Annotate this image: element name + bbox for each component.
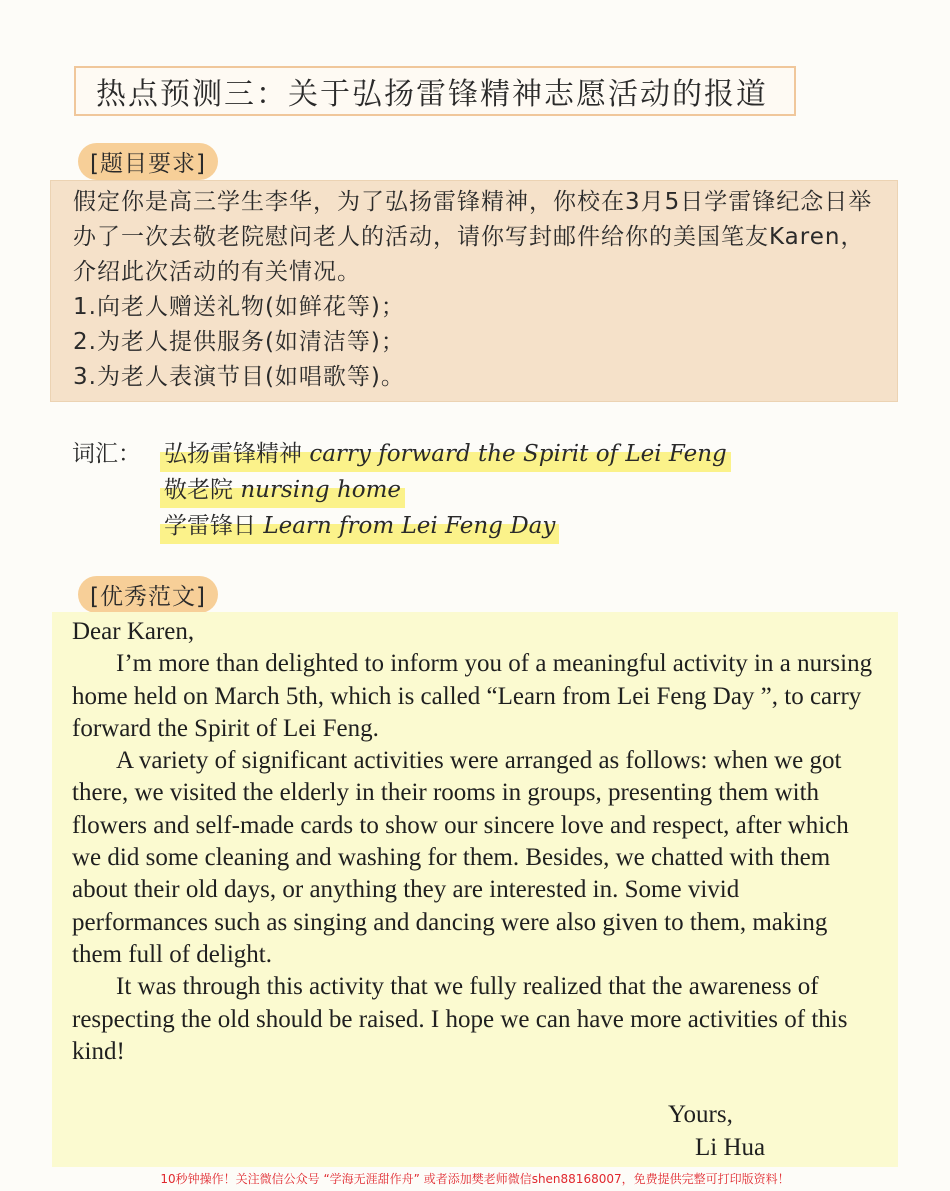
requirement-line: 1.向老人赠送礼物(如鲜花等)； xyxy=(73,294,405,320)
model-essay-box xyxy=(52,612,898,1167)
essay-greeting: Dear Karen, xyxy=(72,618,195,645)
essay-paragraph: I’m more than delighted to inform you of a meaningful activity in a nursing home held on March 5th, which is called “Learn from Lei Feng Day ”, to carry forward the Spirit of Lei Feng. xyxy=(72,650,873,742)
vocab-row xyxy=(72,472,731,508)
requirement-line: 2.为老人提供服务(如清洁等)； xyxy=(73,329,405,355)
requirement-tag: [题目要求] xyxy=(78,143,218,180)
vocab-en: Learn from Lei Feng Day xyxy=(263,513,556,539)
vocab-cn: 学雷锋日 xyxy=(164,513,256,539)
essay-paragraph: A variety of significant activities were arranged as follows: when we got there, we visited the elderly in their rooms in groups, presenting them with flowers and self-made cards to show our sincere love and respect, after which we did some cleaning and washing for them. Besides, we chatted with them about their old days, or anything they are interested in. Some vivid performances such as singing and dancing were also given to them, making them full of delight. xyxy=(72,747,849,968)
requirement-box xyxy=(50,180,898,402)
essay-signoff xyxy=(668,1098,765,1164)
vocab-label: 词汇： xyxy=(72,441,141,467)
vocab-item xyxy=(160,436,731,472)
vocab-en: nursing home xyxy=(240,477,402,503)
page-title-text: 热点预测三：关于弘扬雷锋精神志愿活动的报道 xyxy=(96,77,768,112)
model-essay-tag: [优秀范文] xyxy=(78,576,218,613)
vocabulary-section xyxy=(72,436,731,544)
vocab-row xyxy=(72,436,731,472)
essay-signature: Li Hua xyxy=(695,1134,766,1161)
requirement-line: 3.为老人表演节目(如唱歌等)。 xyxy=(73,364,405,390)
vocab-en: carry forward the Spirit of Lei Feng xyxy=(309,441,727,467)
essay-closing: Yours, xyxy=(668,1101,733,1128)
vocab-row xyxy=(72,508,731,544)
vocab-cn: 敬老院 xyxy=(164,477,233,503)
vocab-item xyxy=(160,508,559,544)
essay-paragraph: It was through this activity that we fully realized that the awareness of respecting the old should be raised. I hope we can have more activities of this kind! xyxy=(72,973,848,1065)
vocab-item xyxy=(160,472,405,508)
requirement-line: 假定你是高三学生李华，为了弘扬雷锋精神，你校在3月5日学雷锋纪念日举办了一次去敬老院慰问老人的活动，请你写封邮件给你的美国笔友Karen，介绍此次活动的有关情况。 xyxy=(73,189,873,285)
footer-notice: 10秒钟操作！关注微信公众号 “学海无涯甜作舟” 或者添加樊老师微信shen88168007，免费提供完整可打印版资料！ xyxy=(160,1172,790,1186)
vocab-cn: 弘扬雷锋精神 xyxy=(164,441,302,467)
page-title xyxy=(74,66,796,116)
